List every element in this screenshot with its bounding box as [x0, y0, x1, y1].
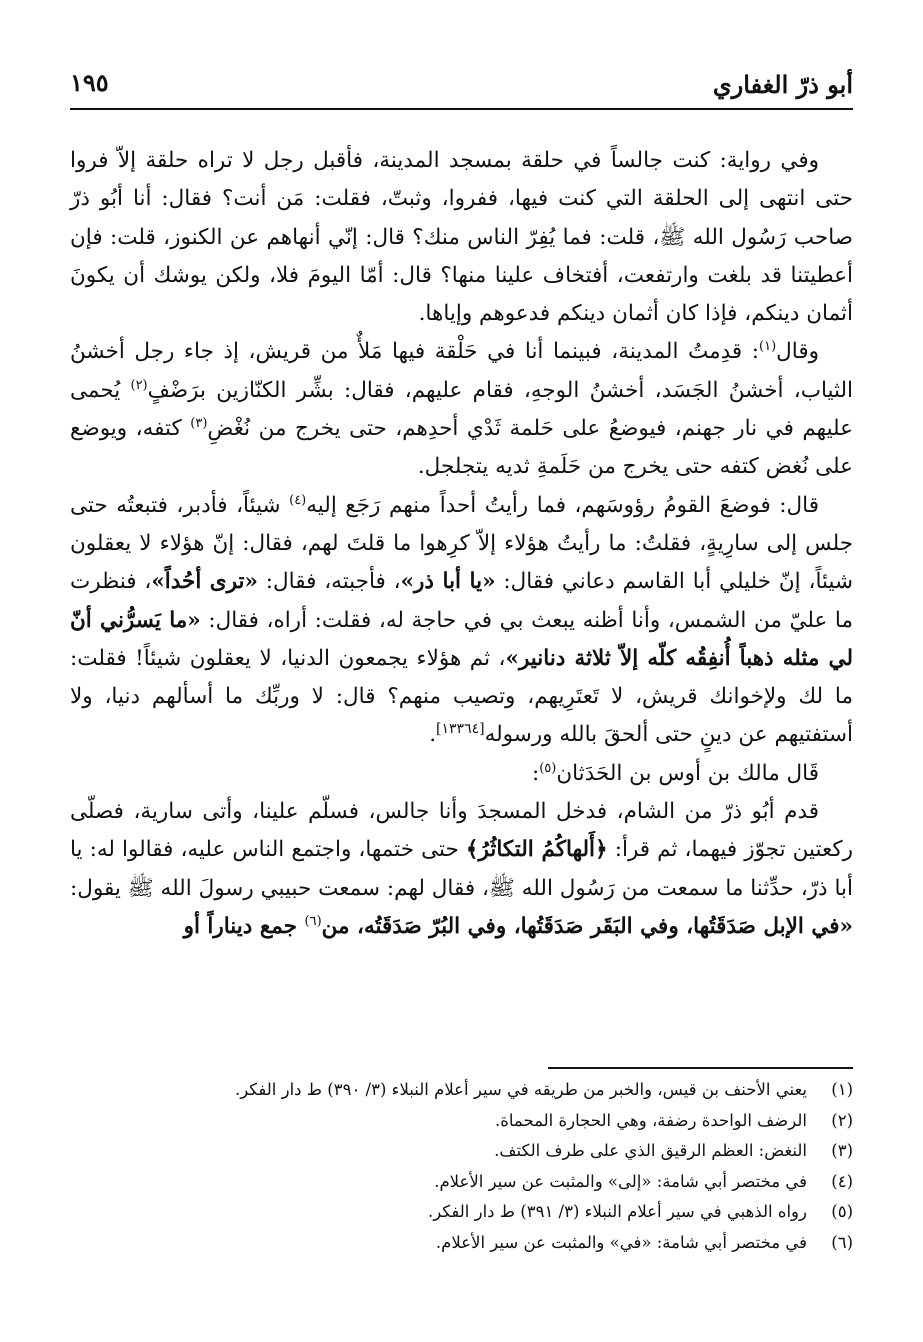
footnote-number: (٦)	[831, 1232, 853, 1252]
footnote-text: الرضف الواحدة رضفة، وهي الحجارة المحماة.	[495, 1110, 807, 1130]
footnote	[70, 1075, 853, 1106]
text-run: ، فأجبته، فقال:	[257, 569, 401, 595]
text-run: : قدِمتُ المدينة، فبينما أنا في حَلْقة فيها مَلأٌ من قريش، إذ جاء رجل أخشنُ الثياب، أخشنُ الجَسَد، أخشنُ الوجهِ، فقام عليهم، فقال: بشِّر الكنّازين برَضْفٍ	[70, 339, 854, 403]
footnote-text: في مختصر أبي شامة: «إلى» والمثبت عن سير الأعلام.	[434, 1171, 807, 1191]
quran-quote: ﴿أَلهاكُمُ التكاثُرُ﴾	[465, 837, 608, 863]
reference-number: [١٣٣٦٤]	[436, 721, 485, 738]
footnote-text: النغض: العظم الرقيق الذي على طرف الكتف.	[494, 1141, 807, 1160]
paragraph-5	[70, 793, 853, 946]
footnote-number: (٥)	[831, 1202, 853, 1221]
footnote-marker-4[interactable]: (٤)	[289, 492, 307, 508]
text-run: يُحمى عليهم في نار جهنم، فيوضعُ على حَلمة ثَدْي أحدِهم، حتى يخرج من نُغْضِ	[70, 377, 854, 442]
text-run: قَال مالك بن أوس بن الحَدَثان	[556, 760, 819, 786]
footnote	[70, 1197, 853, 1228]
text-run: :	[531, 760, 540, 786]
footnote	[70, 1106, 853, 1137]
page-number: ١٩٥	[70, 68, 109, 97]
hadith-quote: «يا أبا ذر»	[400, 569, 496, 595]
text-run: ، ثم هؤلاء يجمعون الدنيا، لا يعقلون شيئاً! فقلت: ما لك ولإخوانك قريش، لا تَعتَرِيهم، وتصيب منهم؟ قال: لا وربِّك ما أسألهم دنيا، ولا أستفتيهم عن دينٍ حتى ألحقَ بالله ورسوله	[70, 645, 853, 748]
running-title: أبو ذرّ الغفاري	[712, 70, 853, 99]
footnote-text: في مختصر أبي شامة: «في» والمثبت عن سير الأعلام.	[435, 1232, 807, 1252]
footnote-number: (٣)	[831, 1141, 853, 1160]
footnote-text: يعني الأحنف بن قيس، والخبر من طريقه في سير أعلام النبلاء (٣/ ٣٩٠) ط دار الفكر.	[234, 1080, 807, 1099]
text-run: شيئاً، فأدبر، فتبعتُه حتى جلس إلى سارِيةٍ، فقلتُ: ما رأيتُ هؤلاء إلاّ كرِهوا ما قلتَ لهم، فقال: إنّ هؤلاء لا يعقلون شيئاً، إنّ خليلي أبا القاسم دعاني فقال:	[70, 492, 853, 595]
text-run: قدم أبُو ذرّ من الشام، فدخل المسجدَ وأنا جالس، فسلّم علينا، وأتى سارية، فصلّى ركعتين تجوّز فيهما، ثم قرأ:	[70, 799, 853, 863]
footnote-marker-6[interactable]: (٦)	[304, 913, 322, 929]
paragraph-2	[70, 333, 853, 486]
text-run: ، فنظرت ما عليّ من الشمس، وأنا أظنه يبعث بي في حاجة له، فقلت: أراه، فقال:	[70, 569, 853, 633]
hadith-quote: جمع ديناراً أو	[183, 913, 305, 939]
footnote-marker-2[interactable]: (٢)	[130, 377, 148, 393]
footnote-marker-3[interactable]: (٣)	[190, 415, 208, 431]
hadith-quote: «ما يَسرُّني أنّ لي مثله ذهباً أُنفِقُه كلّه إلاّ ثلاثة دنانير»	[70, 607, 853, 671]
main-text	[70, 142, 853, 946]
footnote-number: (٢)	[831, 1110, 853, 1130]
hadith-quote: «ترى أحُداً»	[151, 569, 258, 595]
text-run: حتى ختمها، واجتمع الناس عليه، فقالوا له: يا أبا ذرّ، حدِّثنا ما سمعت من رَسُول الله ﷺ، فقال لهم: سمعت حبيبي رسولَ الله ﷺ يقول:	[70, 837, 853, 901]
text-run: قال: فوضعَ القومُ رؤوسَهم، فما رأيتُ أحداً منهم رَجَع إليه	[306, 492, 819, 518]
footnote-marker-5[interactable]: (٥)	[539, 760, 557, 776]
footnote	[70, 1228, 853, 1259]
footnote	[70, 1167, 853, 1198]
page-header	[70, 60, 853, 110]
footnote-text: رواه الذهبي في سير أعلام النبلاء (٣/ ٣٩١) ط دار الفكر.	[427, 1202, 807, 1221]
footnotes	[70, 1075, 853, 1258]
hadith-quote: «في الإبل صَدَقَتُها، وفي البَقَر صَدَقَتُها، وفي البُرّ صَدَقَتُه، من	[321, 913, 853, 939]
text-run: كتفه، ويوضع على نُغض كتفه حتى يخرج من حَلَمةِ ثديه يتجلجل.	[70, 416, 853, 480]
footnote-number: (٤)	[831, 1171, 853, 1191]
text-run: وقال	[776, 339, 819, 365]
footnote-number: (١)	[831, 1080, 853, 1099]
footnote	[70, 1136, 853, 1167]
paragraph-3	[70, 487, 853, 755]
footnote-divider	[548, 1067, 853, 1069]
text-run: .	[429, 722, 437, 748]
footnote-marker-1[interactable]: (١)	[759, 339, 777, 355]
paragraph-1: وفي رواية: كنت جالساً في حلقة بمسجد المدينة، فأقبل رجل لا تراه حلقة إلاّ فروا حتى انتهى إلى الحلقة التي كنت فيها، ففروا، وثبتّ، فقلت: مَن أنت؟ فقال: أنا أبُو ذرّ صاحب رَسُول الله ﷺ، قلت: فما يُفِرّ الناس منك؟ قال: إنّي أنهاهم عن الكنوز، قلت: فإن أعطيتنا قد بلغت وارتفعت، أفتخاف علينا منها؟ قال: أمّا اليومَ فلا، ولكن يوشك أن يكونَ أثمان دينكم، فإذا كان أثمان دينكم فدعوهم وإياها.	[70, 148, 853, 327]
paragraph-4	[70, 755, 853, 793]
